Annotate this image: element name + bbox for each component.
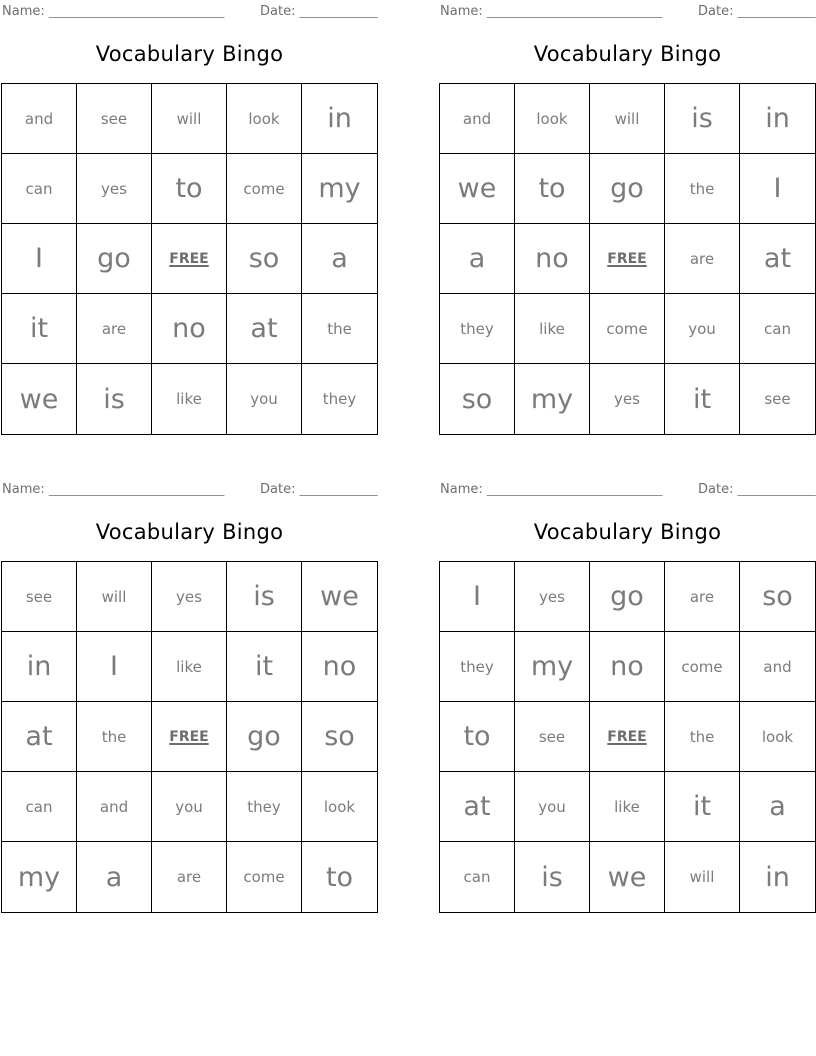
name-blank-line: ___________________________ [48,482,225,497]
bingo-cell: to [152,154,227,224]
bingo-cell: in [2,632,77,702]
bingo-cell: my [2,842,77,912]
bingo-card [439,0,816,436]
bingo-cell: like [152,632,227,702]
bingo-cell: is [515,842,590,912]
bingo-cell: go [590,154,665,224]
bingo-cell: a [740,772,815,842]
free-cell: FREE [590,702,665,772]
bingo-cell: will [77,562,152,632]
bingo-grid [439,83,816,435]
bingo-cell: no [515,224,590,294]
bingo-cell: the [665,702,740,772]
bingo-cell: like [152,364,227,434]
bingo-cell: are [665,224,740,294]
bingo-cell: and [440,84,515,154]
bingo-cell: a [440,224,515,294]
bingo-card [1,478,378,914]
bingo-cell: come [227,842,302,912]
bingo-cell: yes [152,562,227,632]
date-field [260,482,378,497]
name-blank-line: ___________________________ [486,482,663,497]
bingo-cell: we [440,154,515,224]
bingo-cell: to [440,702,515,772]
name-label: Name: [440,4,483,19]
bingo-cell: so [740,562,815,632]
bingo-cell: so [227,224,302,294]
bingo-cell: come [665,632,740,702]
bingo-cell: at [740,224,815,294]
bingo-cell: they [440,632,515,702]
bingo-cell: see [515,702,590,772]
bingo-cell: my [515,632,590,702]
bingo-cell: we [302,562,377,632]
bingo-cell: can [2,772,77,842]
name-blank-line: ___________________________ [486,4,663,19]
name-blank-line: ___________________________ [48,4,225,19]
bingo-cell: no [302,632,377,702]
bingo-cell: no [590,632,665,702]
date-blank-line: ____________ [299,482,378,497]
bingo-cell: will [152,84,227,154]
bingo-cell: is [665,84,740,154]
name-field [2,482,224,497]
bingo-cell: I [440,562,515,632]
bingo-cell: we [590,842,665,912]
bingo-grid [1,561,378,913]
card-header [440,482,816,498]
bingo-cell: come [590,294,665,364]
bingo-cell: go [590,562,665,632]
date-label: Date: [260,482,296,497]
bingo-cell: so [440,364,515,434]
bingo-cell: the [302,294,377,364]
bingo-grid [439,561,816,913]
bingo-cell: they [440,294,515,364]
date-field [698,482,816,497]
bingo-cell: will [665,842,740,912]
date-field [260,4,378,19]
bingo-cell: I [77,632,152,702]
bingo-cell: go [227,702,302,772]
bingo-card [1,0,378,436]
bingo-cell: you [152,772,227,842]
card-header [2,4,378,20]
bingo-cell: is [227,562,302,632]
bingo-cell: can [2,154,77,224]
bingo-cell: to [325,861,354,893]
bingo-cell: my [302,154,377,224]
bingo-grid [1,83,378,435]
name-field [440,4,662,19]
bingo-cell: and [77,772,152,842]
bingo-cell: at [2,702,77,772]
card-title: Vocabulary Bingo [95,520,284,544]
bingo-cell: they [322,390,357,408]
bingo-cell: my [515,364,590,434]
bingo-cell: look [302,772,377,842]
bingo-cell: and [2,84,77,154]
bingo-cell: and [740,632,815,702]
bingo-cell: we [2,364,77,434]
bingo-cell: see [77,84,152,154]
bingo-cell: like [515,294,590,364]
bingo-cell: come [227,154,302,224]
bingo-cell: you [515,772,590,842]
bingo-card [439,478,816,914]
bingo-cell: is [77,364,152,434]
bingo-cell: they [227,772,302,842]
bingo-cell: see [764,390,791,408]
name-label: Name: [440,482,483,497]
card-title: Vocabulary Bingo [533,520,722,544]
bingo-cell: it [227,632,302,702]
bingo-cell: are [665,562,740,632]
bingo-cell: yes [515,562,590,632]
bingo-cell: it [665,364,740,434]
bingo-cell: yes [77,154,152,224]
free-cell: FREE [152,224,227,294]
bingo-cell: so [302,702,377,772]
bingo-cell: can [440,842,515,912]
bingo-cell: in [765,861,790,893]
bingo-cell: you [665,294,740,364]
bingo-cell: will [590,84,665,154]
date-blank-line: ____________ [299,4,378,19]
bingo-cell: you [227,364,302,434]
free-cell: FREE [590,224,665,294]
bingo-cell: see [2,562,77,632]
bingo-cell: at [440,772,515,842]
bingo-cell: at [227,294,302,364]
bingo-cell: yes [590,364,665,434]
card-header [440,4,816,20]
bingo-cell: in [740,84,815,154]
bingo-cell: it [665,772,740,842]
bingo-cell: a [77,842,152,912]
bingo-cell: look [227,84,302,154]
date-field [698,4,816,19]
bingo-cell: in [302,84,377,154]
name-field [440,482,662,497]
bingo-cell: like [590,772,665,842]
bingo-cell: look [740,702,815,772]
bingo-cell: a [302,224,377,294]
card-title: Vocabulary Bingo [533,42,722,66]
bingo-cell: the [665,154,740,224]
bingo-cell: I [740,154,815,224]
date-label: Date: [698,482,734,497]
bingo-cell: are [152,842,227,912]
card-title: Vocabulary Bingo [95,42,284,66]
bingo-cell: go [77,224,152,294]
bingo-cell: I [2,224,77,294]
bingo-cell: can [740,294,815,364]
name-field [2,4,224,19]
date-label: Date: [260,4,296,19]
name-label: Name: [2,482,45,497]
date-label: Date: [698,4,734,19]
card-header [2,482,378,498]
bingo-cell: to [515,154,590,224]
bingo-cell: are [77,294,152,364]
date-blank-line: ____________ [737,482,816,497]
free-cell: FREE [152,702,227,772]
bingo-cell: no [152,294,227,364]
date-blank-line: ____________ [737,4,816,19]
name-label: Name: [2,4,45,19]
bingo-cell: it [2,294,77,364]
bingo-cell: look [515,84,590,154]
bingo-cell: the [77,702,152,772]
